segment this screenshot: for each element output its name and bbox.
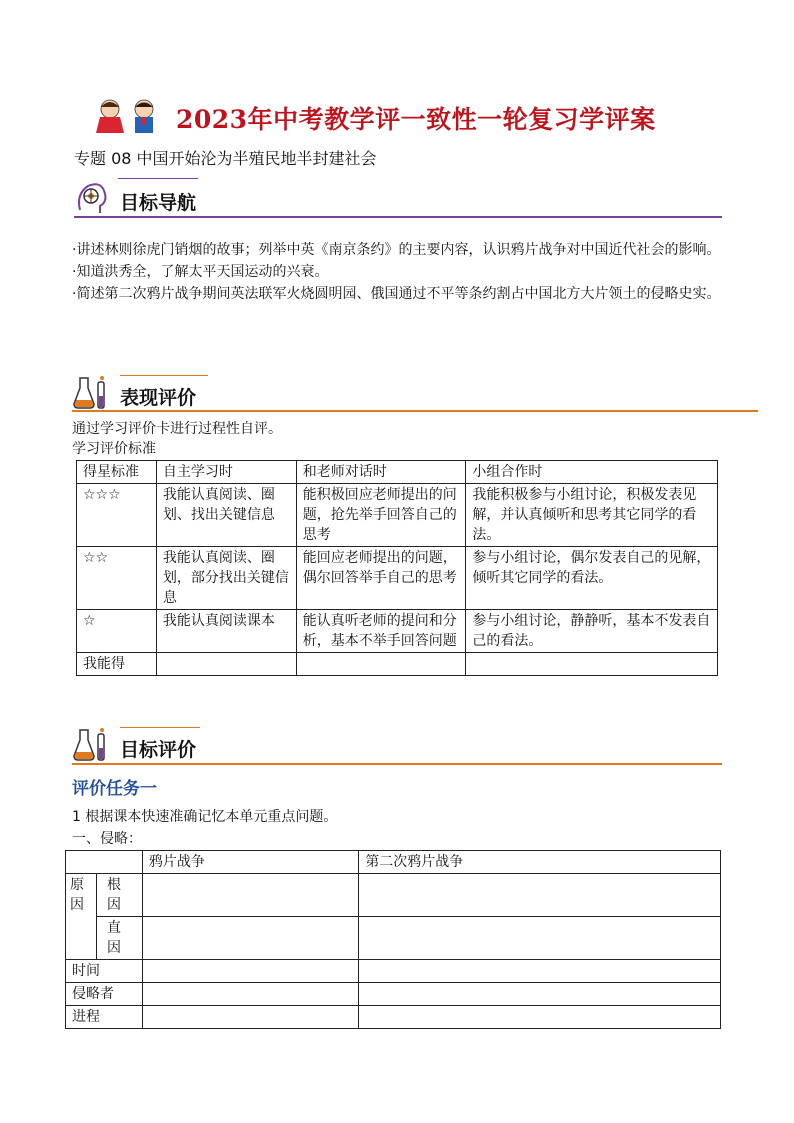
answer-cell[interactable] xyxy=(359,874,721,917)
table-header-cell: 鸦片战争 xyxy=(142,851,358,874)
table-row xyxy=(66,1006,721,1029)
score-input-cell[interactable] xyxy=(156,653,296,676)
flask-icon xyxy=(72,726,112,764)
direct-cause-label: 直因 xyxy=(96,917,142,960)
table-cell: 我能认真阅读、圈划、找出关键信息 xyxy=(156,484,296,547)
goal-item: ·知道洪秀全，了解太平天国运动的兴衰。 xyxy=(72,264,329,280)
answer-cell[interactable] xyxy=(359,917,721,960)
star-rating: ☆☆ xyxy=(77,547,157,610)
table-header-cell: 和老师对话时 xyxy=(296,461,466,484)
section-title-target-eval: 目标评价 xyxy=(120,739,197,761)
table-row xyxy=(77,484,718,547)
evaluation-criteria-table xyxy=(76,460,718,676)
table-header-row xyxy=(77,461,718,484)
cause-label: 原因 xyxy=(66,874,97,960)
goal-list xyxy=(72,239,732,305)
goal-item: ·简述第二次鸦片战争期间英法联军火烧圆明园、俄国通过不平等条约割占中国北方大片领土的侵略史实。 xyxy=(72,286,721,302)
section-title-performance: 表现评价 xyxy=(120,387,197,409)
table-row xyxy=(77,547,718,610)
task-instruction: 1 根据课本快速准确记忆本单元重点问题。 xyxy=(72,809,338,825)
star-rating: ☆☆☆ xyxy=(77,484,157,547)
table-header-cell: 得星标准 xyxy=(77,461,157,484)
star-rating: ☆ xyxy=(77,610,157,653)
flask-icon xyxy=(72,374,112,412)
table-cell: 我能认真阅读课本 xyxy=(156,610,296,653)
table-cell: 能回应老师提出的问题，偶尔回答举手自己的思考 xyxy=(296,547,466,610)
table-cell: 参与小组讨论，偶尔发表自己的见解，倾听其它同学的看法。 xyxy=(466,547,718,610)
table-cell: 能认真听老师的提问和分析，基本不举手回答问题 xyxy=(296,610,466,653)
section-deco-line xyxy=(118,178,198,179)
row-label: 进程 xyxy=(66,1006,143,1029)
cartoon-kids-logo xyxy=(88,97,174,135)
table-row xyxy=(77,653,718,676)
answer-cell[interactable] xyxy=(142,983,358,1006)
table-header-row xyxy=(66,851,721,874)
invasion-table xyxy=(65,850,721,1029)
answer-cell[interactable] xyxy=(142,874,358,917)
section-rule xyxy=(72,410,758,412)
section-rule xyxy=(72,763,722,765)
score-input-cell[interactable] xyxy=(296,653,466,676)
answer-cell[interactable] xyxy=(142,960,358,983)
part-label: 一、侵略： xyxy=(72,831,142,847)
table-cell: 我能积极参与小组讨论，积极发表见解，并认真倾听和思考其它同学的看法。 xyxy=(466,484,718,547)
table-corner-cell xyxy=(66,851,143,874)
performance-intro: 通过学习评价卡进行过程性自评。 xyxy=(72,421,282,437)
table-row xyxy=(66,960,721,983)
table-cell: 参与小组讨论，静静听，基本不发表自己的看法。 xyxy=(466,610,718,653)
score-label: 我能得 xyxy=(77,653,157,676)
table-header-cell: 第二次鸦片战争 xyxy=(359,851,721,874)
section-deco-line xyxy=(120,727,200,728)
answer-cell[interactable] xyxy=(142,917,358,960)
root-cause-label: 根因 xyxy=(96,874,142,917)
table-cell: 我能认真阅读、圈划，部分找出关键信息 xyxy=(156,547,296,610)
score-input-cell[interactable] xyxy=(466,653,718,676)
section-title-goal-nav: 目标导航 xyxy=(120,192,197,214)
table-row xyxy=(66,983,721,1006)
goal-item: ·讲述林则徐虎门销烟的故事；列举中英《南京条约》的主要内容，认识鸦片战争对中国近代社会的影响。 xyxy=(72,242,721,258)
answer-cell[interactable] xyxy=(359,960,721,983)
section-rule xyxy=(74,216,722,218)
row-label: 侵略者 xyxy=(66,983,143,1006)
page-subtitle: 专题 08 中国开始沦为半殖民地半封建社会 xyxy=(74,149,377,168)
page-title: 2023年中考教学评一致性一轮复习学评案 xyxy=(176,105,656,134)
table-cell: 能积极回应老师提出的问题，抢先举手回答自己的思考 xyxy=(296,484,466,547)
task-title: 评价任务一 xyxy=(72,779,157,799)
table-row xyxy=(66,917,721,960)
table-row xyxy=(66,874,721,917)
row-label: 时间 xyxy=(66,960,143,983)
answer-cell[interactable] xyxy=(359,983,721,1006)
answer-cell[interactable] xyxy=(359,1006,721,1029)
table-header-cell: 小组合作时 xyxy=(466,461,718,484)
target-head-icon xyxy=(74,180,110,216)
table-header-cell: 自主学习时 xyxy=(156,461,296,484)
answer-cell[interactable] xyxy=(142,1006,358,1029)
table-row xyxy=(77,610,718,653)
section-deco-line xyxy=(120,375,208,376)
table-caption: 学习评价标准 xyxy=(72,441,156,457)
